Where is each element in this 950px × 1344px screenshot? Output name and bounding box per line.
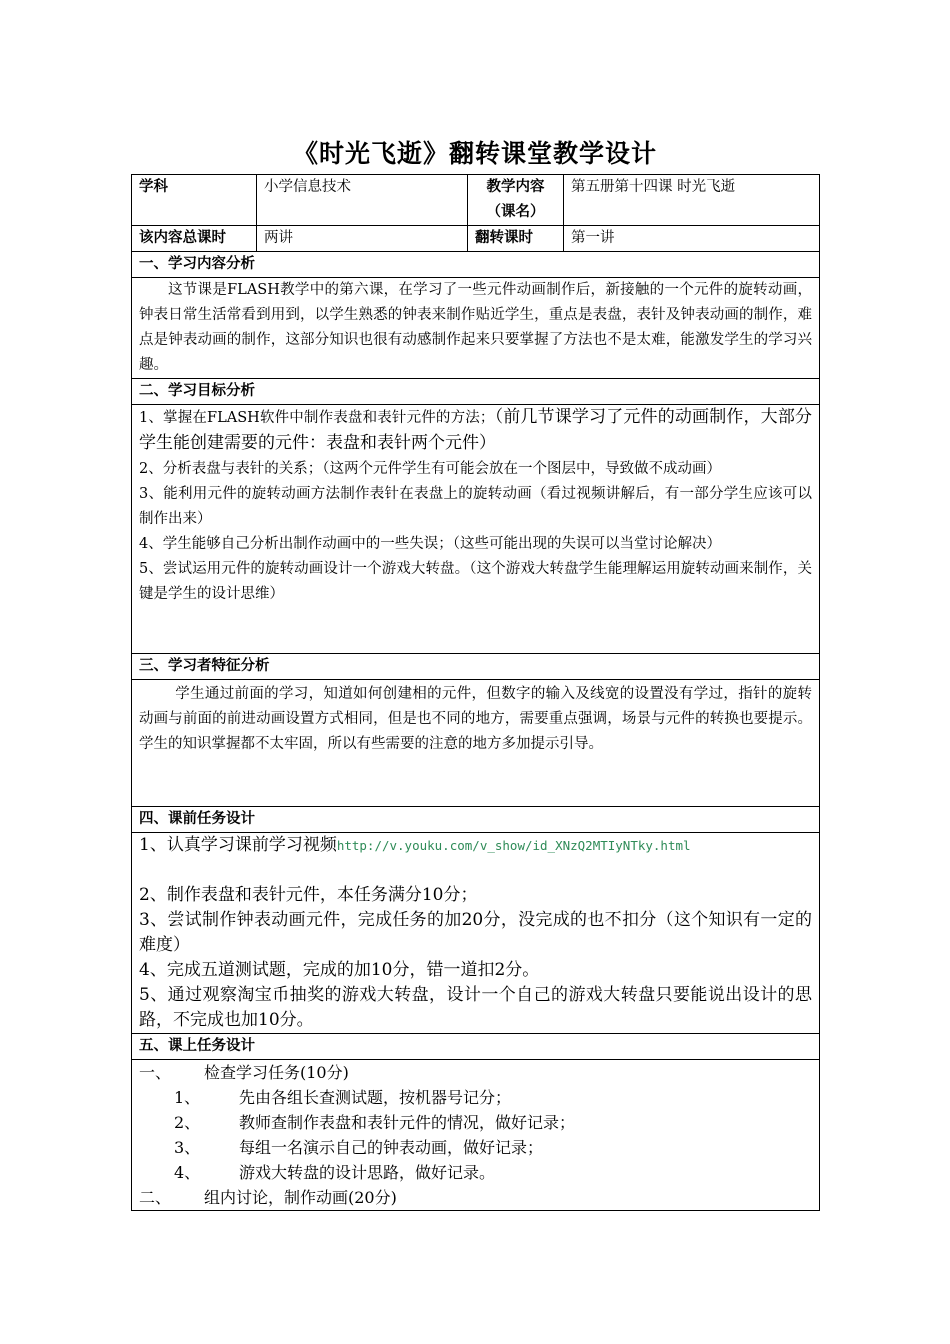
goal-item-2: 2、分析表盘与表针的关系；（这两个元件学生有可能会放在一个图层中，导致做不成动画） <box>139 461 721 477</box>
task-item-1 <box>139 833 812 858</box>
section-3-body <box>132 680 820 807</box>
class-subtask-3-number: 3、 <box>174 1138 201 1157</box>
class-subtask-4-number: 4、 <box>174 1163 201 1182</box>
flip-label: 翻转课时 <box>475 230 533 246</box>
section-3-header <box>132 654 820 680</box>
section-5-title: 五、课上任务设计 <box>132 1034 820 1060</box>
subject-value-cell <box>257 175 468 226</box>
class-subtask-4-text: 游戏大转盘的设计思路，做好记录。 <box>239 1163 496 1182</box>
section-3-title: 三、学习者特征分析 <box>132 654 820 680</box>
subject-value: 小学信息技术 <box>264 179 351 195</box>
class-task-2-number: 二、 <box>139 1188 172 1207</box>
section-2-body <box>132 405 820 654</box>
flip-value: 第一讲 <box>571 230 615 246</box>
content-value-cell <box>564 175 820 226</box>
subject-label-cell <box>132 175 257 226</box>
hours-label: 该内容总课时 <box>139 230 226 246</box>
class-task-2 <box>139 1185 812 1210</box>
class-task-2-text: 组内讨论，制作动画(20分) <box>204 1188 397 1207</box>
class-subtask-1-number: 1、 <box>174 1088 201 1107</box>
task-item-2: 2、制作表盘和表针元件，本任务满分10分； <box>139 885 478 905</box>
section-5-header <box>132 1034 820 1060</box>
task-item-5: 5、通过观察淘宝币抽奖的游戏大转盘，设计一个自己的游戏大转盘只要能说出设计的思路，不完成也加10分。 <box>139 985 812 1030</box>
class-task-1 <box>139 1060 812 1085</box>
hours-value-cell <box>257 226 468 252</box>
content-label-cell <box>468 175 564 226</box>
section-1-body <box>132 278 820 379</box>
document-title: 《时光飞逝》翻转课堂教学设计 <box>292 139 657 168</box>
class-subtask-2-number: 2、 <box>174 1113 201 1132</box>
class-task-1-text: 检查学习任务(10分) <box>204 1063 349 1082</box>
section-1-title: 一、学习内容分析 <box>132 252 820 278</box>
subject-label: 学科 <box>139 179 168 195</box>
class-subtask-1 <box>139 1085 812 1110</box>
goal-item-3: 3、能利用元件的旋转动画方法制作表针在表盘上的旋转动画（看过视频讲解后，有一部分学生应该可以制作出来） <box>139 486 812 527</box>
class-subtask-3-text: 每组一名演示自己的钟表动画，做好记录； <box>239 1138 544 1157</box>
section-4-body <box>132 833 820 1034</box>
flip-value-cell <box>564 226 820 252</box>
section-5-body <box>132 1060 820 1211</box>
video-link[interactable]: http://v.youku.com/v_show/id_XNzQ2MTIyNTky.html <box>336 838 691 853</box>
goal-item-1-note: （前几节课学习了元件的动画制作，大部分学生能创建需要的元件：表盘和表针两个元件） <box>139 407 813 453</box>
class-task-1-number: 一、 <box>139 1063 172 1082</box>
class-subtask-2-text: 教师查制作表盘和表针元件的情况，做好记录； <box>239 1113 576 1132</box>
goal-item-4: 4、学生能够自己分析出制作动画中的一些失误；（这些可能出现的失误可以当堂讨论解决） <box>139 536 721 552</box>
goal-item-5: 5、尝试运用元件的旋转动画设计一个游戏大转盘。（这个游戏大转盘学生能理解运用旋转动画来制作，关键是学生的设计思维） <box>139 561 812 602</box>
section-2-title: 二、学习目标分析 <box>132 379 820 405</box>
class-subtask-4 <box>139 1160 812 1185</box>
section-4-title: 四、课前任务设计 <box>132 807 820 833</box>
class-subtask-2 <box>139 1110 812 1135</box>
content-label-line2: （课名） <box>486 204 545 220</box>
goal-item-1-main: 1、掌握在FLASH软件中制作表盘和表针元件的方法； <box>139 410 495 426</box>
section-1-text: 这节课是FLASH教学中的第六课，在学习了一些元件动画制作后，新接触的一个元件的旋转动画，钟表日常生活常看到用到，以学生熟悉的钟表来制作贴近学生，重点是表盘，表针及钟表动画的制作，难点是钟表动画的制作，这部分知识也很有动感制作起来只要掌握了方法也不是太难，能激发学生的学习兴趣。 <box>139 282 812 373</box>
hours-value: 两讲 <box>264 230 293 246</box>
header-row-subject <box>132 175 820 226</box>
class-subtask-1-text: 先由各组长查测试题，按机器号记分； <box>239 1088 512 1107</box>
class-subtask-3 <box>139 1135 812 1160</box>
section-3-text: 学生通过前面的学习，知道如何创建相的元件，但数字的输入及线宽的设置没有学过，指针的旋转动画与前面的前进动画设置方式相同，但是也不同的地方，需要重点强调，场景与元件的转换也要提示。学生的知识掌握都不太牢固，所以有些需要的注意的地方多加提示引导。 <box>139 686 812 752</box>
content-value: 第五册第十四课 时光飞逝 <box>571 179 736 195</box>
section-1-header <box>132 252 820 278</box>
hours-label-cell <box>132 226 257 252</box>
header-row-hours <box>132 226 820 252</box>
flip-label-cell <box>468 226 564 252</box>
task-item-4: 4、完成五道测试题，完成的加10分，错一道扣2分。 <box>139 960 540 980</box>
blank-line <box>139 858 812 883</box>
task-item-1-text: 1、认真学习课前学习视频 <box>139 835 337 855</box>
section-4-header <box>132 807 820 833</box>
lesson-plan-table <box>131 174 820 1211</box>
content-label-line1: 教学内容 <box>486 179 545 195</box>
goal-item-1 <box>139 405 812 457</box>
task-item-3: 3、尝试制作钟表动画元件，完成任务的加20分，没完成的也不扣分（这个知识有一定的难度） <box>139 910 812 955</box>
section-2-header <box>132 379 820 405</box>
